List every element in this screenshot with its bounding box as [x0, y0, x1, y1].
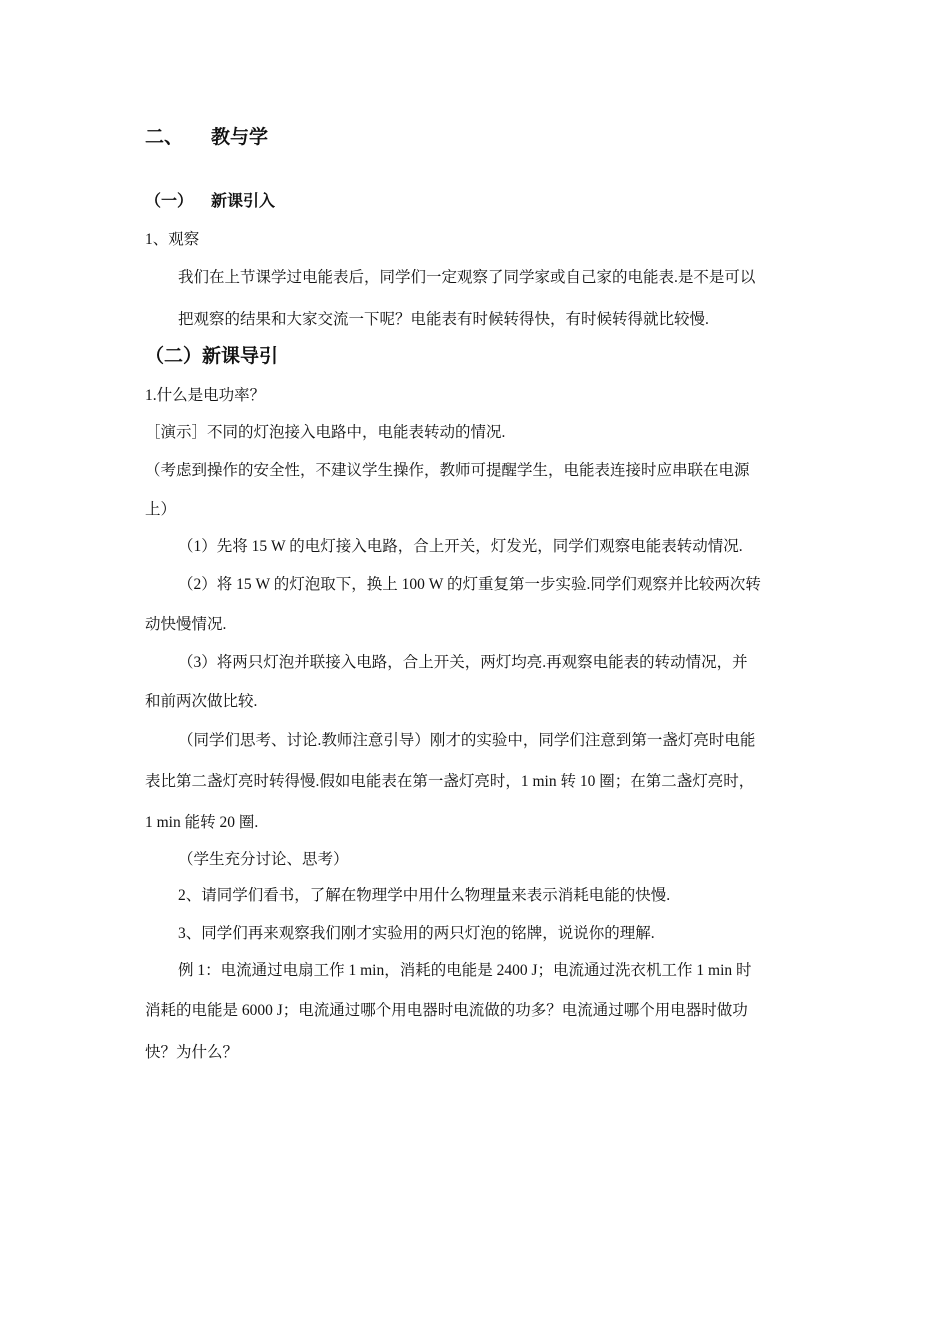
subsection-heading-1 [145, 191, 275, 211]
example-1-line-3: 快？为什么？ [145, 1044, 239, 1061]
student-discussion: （学生充分讨论、思考） [178, 851, 349, 868]
discussion-line-2: 表比第二盏灯亮时转得慢.假如电能表在第一盏灯亮时，1 min 转 10 圈；在第二盏灯亮时， [145, 773, 755, 790]
item-2: 2、请同学们看书，了解在物理学中用什么物理量来表示消耗电能的快慢. [178, 887, 671, 904]
safety-note-line-1: （考虑到操作的安全性，不建议学生操作，教师可提醒学生，电能表连接时应串联在电源 [145, 462, 750, 479]
observe-paragraph-line-2: 把观察的结果和大家交流一下呢？电能表有时候转得快，有时候转得就比较慢. [178, 311, 709, 328]
safety-note-line-2: 上） [145, 501, 177, 518]
step-2-line-2: 动快慢情况. [145, 616, 227, 633]
step-2-line-1: （2）将 15 W 的灯泡取下，换上 100 W 的灯重复第一步实验.同学们观察并比较两次转 [178, 576, 761, 593]
question-1: 1.什么是电功率？ [145, 387, 266, 404]
discussion-line-3: 1 min 能转 20 圈. [145, 814, 259, 831]
subsection-title-1: 新课引入 [211, 191, 276, 210]
observe-heading: 1、观察 [145, 231, 200, 248]
step-3-line-1: （3）将两只灯泡并联接入电路，合上开关，两灯均亮.再观察电能表的转动情况，并 [178, 654, 748, 671]
example-1-line-2: 消耗的电能是 6000 J；电流通过哪个用电器时电流做的功多？电流通过哪个用电器时做功 [145, 1002, 748, 1019]
section-title: 教与学 [211, 126, 269, 148]
section-heading [145, 125, 268, 149]
example-1-line-1: 例 1：电流通过电扇工作 1 min，消耗的电能是 2400 J；电流通过洗衣机工作 1 min 时 [178, 962, 752, 979]
subsection-heading-2: （二）新课导引 [145, 345, 279, 367]
subsection-number-1: （一） [145, 191, 194, 210]
item-3: 3、同学们再来观察我们刚才实验用的两只灯泡的铭牌，说说你的理解. [178, 925, 655, 942]
observe-paragraph-line-1: 我们在上节课学过电能表后，同学们一定观察了同学家或自己家的电能表.是不是可以 [178, 269, 756, 286]
discussion-line-1: （同学们思考、讨论.教师注意引导）刚才的实验中，同学们注意到第一盏灯亮时电能 [178, 732, 756, 749]
section-number: 二、 [145, 126, 184, 148]
step-1: （1）先将 15 W 的电灯接入电路，合上开关，灯发光，同学们观察电能表转动情况. [178, 538, 743, 555]
demo-line: ［演示］不同的灯泡接入电路中，电能表转动的情况. [145, 424, 506, 441]
step-3-line-2: 和前两次做比较. [145, 693, 258, 710]
